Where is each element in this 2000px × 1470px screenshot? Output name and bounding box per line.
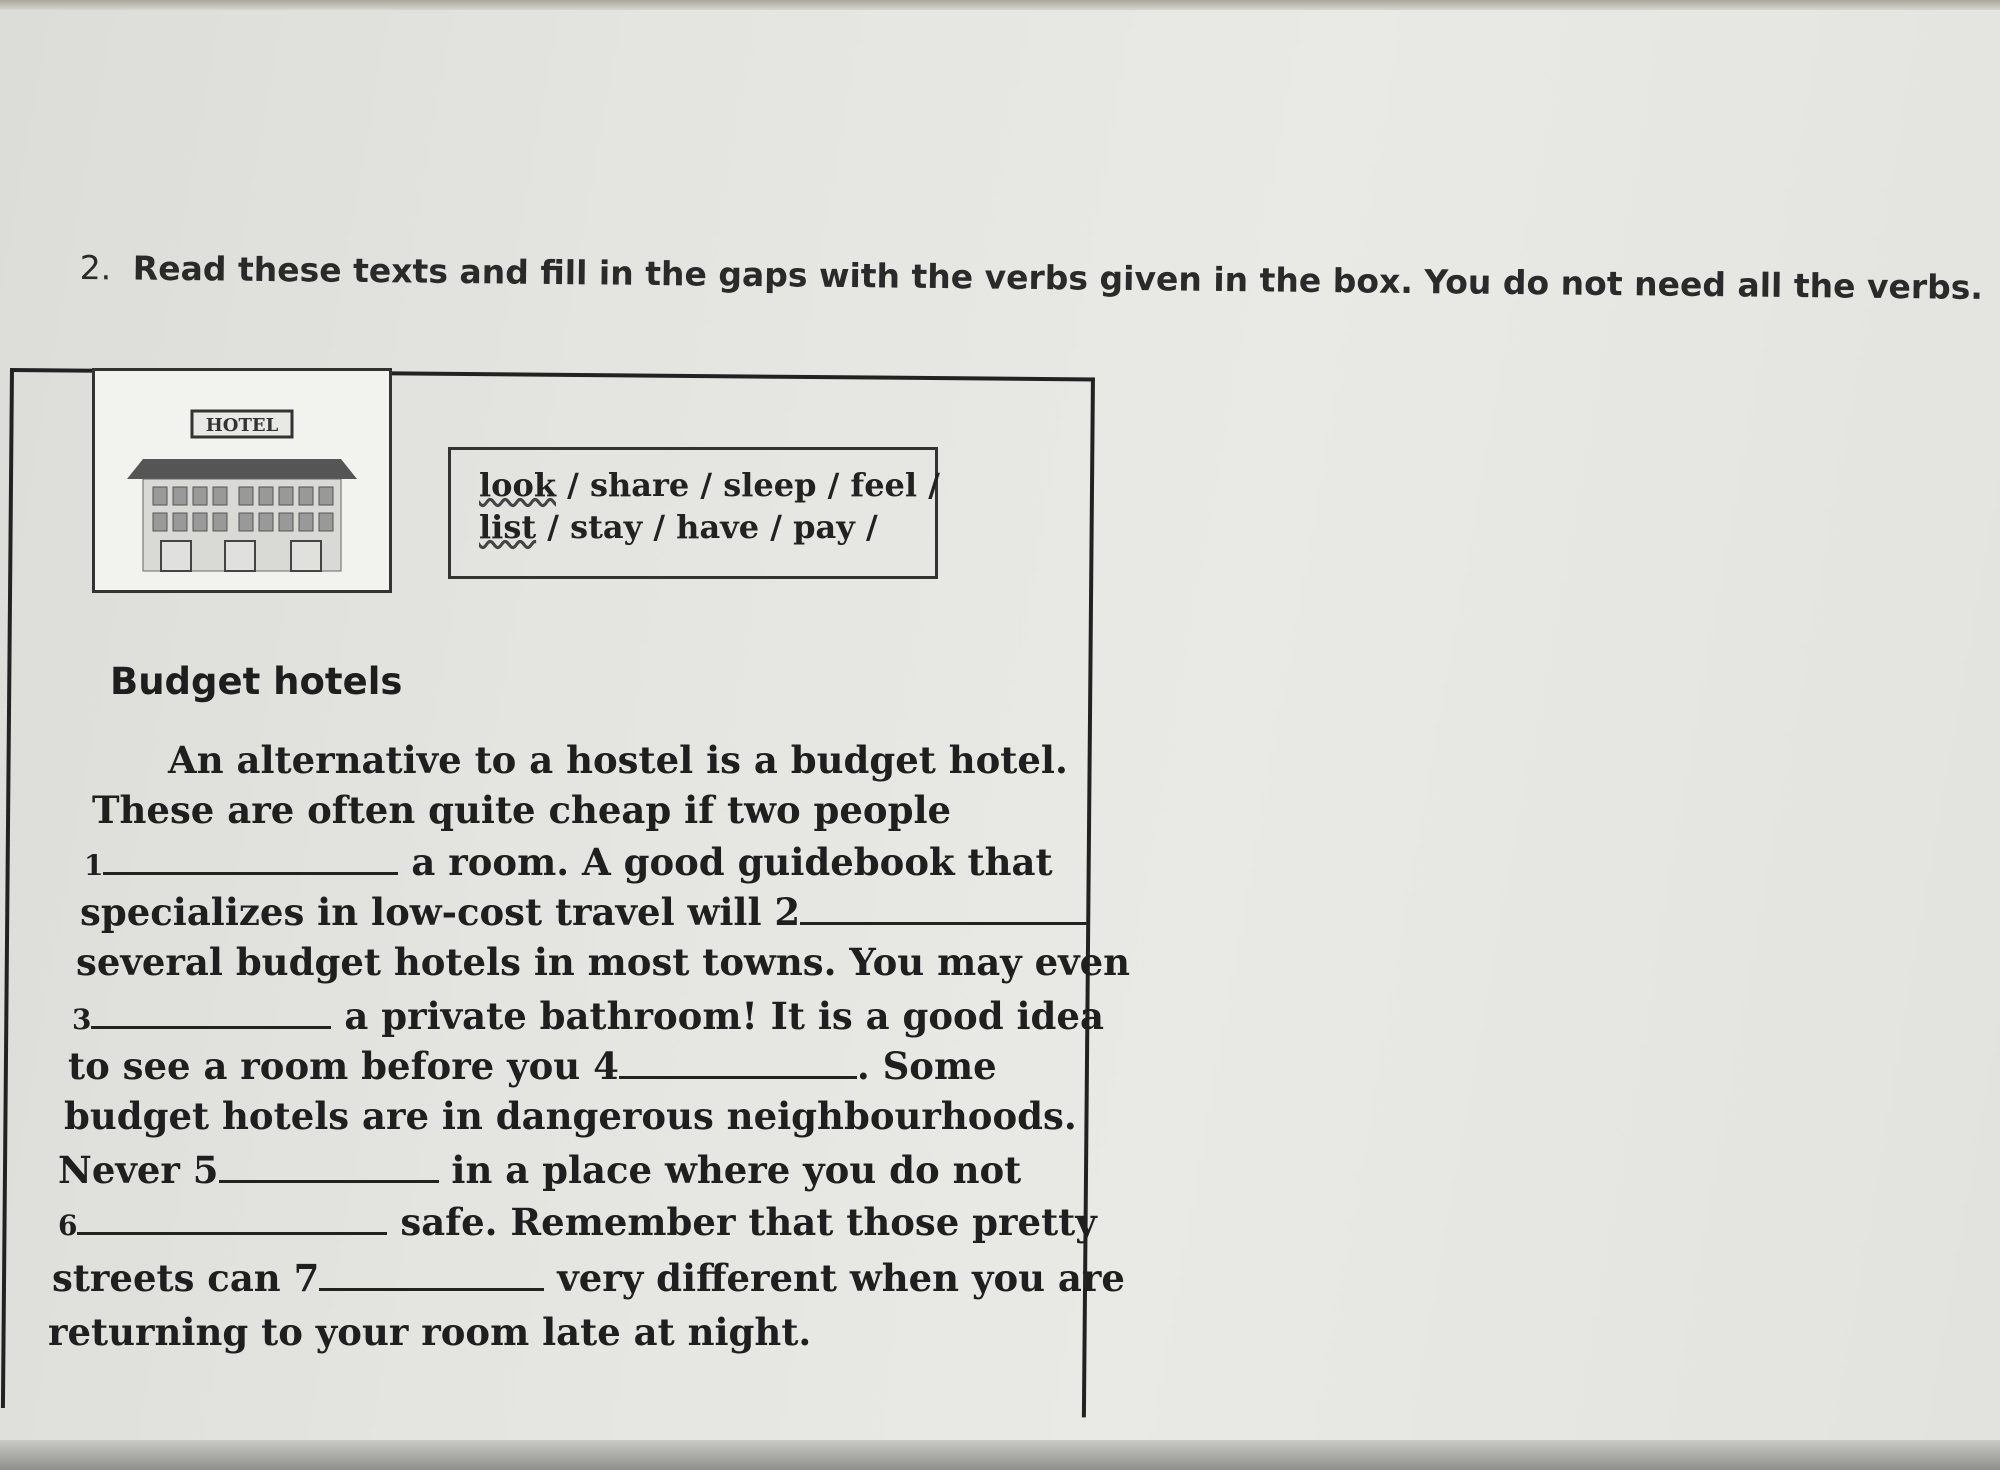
passage-line-2: These are often quite cheap if two people bbox=[92, 788, 952, 832]
passage-line-10-text: safe. Remember that those pretty bbox=[400, 1200, 1097, 1244]
passage-line-11-text: streets can 7 bbox=[52, 1256, 320, 1300]
hotel-sign-text: HOTEL bbox=[205, 415, 279, 436]
passage-line-9-text: Never 5 bbox=[58, 1148, 219, 1192]
passage-line-3 bbox=[84, 838, 1053, 884]
passage-line-9-end: in a place where you do not bbox=[451, 1148, 1022, 1192]
gap-number-3: 3 bbox=[72, 1003, 92, 1036]
verb-look: look bbox=[479, 466, 557, 504]
answer-gap-7[interactable] bbox=[319, 1254, 544, 1291]
answer-gap-3[interactable] bbox=[91, 992, 331, 1029]
passage-line-11 bbox=[52, 1254, 1125, 1300]
passage-line-6-text: a private bathroom! It is a good idea bbox=[344, 994, 1104, 1038]
passage-line-11-end: very different when you are bbox=[557, 1256, 1125, 1300]
verb-list: list bbox=[479, 508, 537, 546]
passage-line-7-text: to see a room before you 4 bbox=[68, 1044, 619, 1088]
verb-pay: / pay / bbox=[759, 508, 878, 546]
answer-gap-4[interactable] bbox=[619, 1042, 857, 1079]
passage-line-8: budget hotels are in dangerous neighbourhoods. bbox=[64, 1094, 1077, 1138]
gap-number-1: 1 bbox=[84, 849, 104, 882]
page-bottom-edge bbox=[0, 1440, 2000, 1470]
verb-have: / have bbox=[642, 508, 759, 546]
verb-feel: / feel / bbox=[816, 466, 939, 504]
passage-line-7 bbox=[68, 1042, 997, 1088]
passage-line-3-text: a room. A good guidebook that bbox=[411, 840, 1053, 884]
instruction-text: Read these texts and fill in the gaps with the verbs given in the box. You do not need all the verbs. bbox=[132, 248, 1984, 307]
answer-gap-6[interactable] bbox=[77, 1198, 387, 1235]
passage-line-4-text: specializes in low-cost travel will 2 bbox=[80, 890, 801, 934]
section-title: Budget hotels bbox=[110, 660, 403, 703]
answer-gap-1[interactable] bbox=[103, 838, 398, 875]
answer-gap-5[interactable] bbox=[219, 1146, 439, 1183]
verb-stay: / stay bbox=[536, 508, 642, 546]
exercise-number: 2. bbox=[79, 248, 112, 288]
passage-line-10 bbox=[58, 1198, 1097, 1244]
passage-line-5: several budget hotels in most towns. You may even bbox=[76, 940, 1131, 984]
verb-sleep: / sleep bbox=[689, 466, 816, 504]
gap-number-6: 6 bbox=[58, 1209, 78, 1242]
passage-line-9 bbox=[58, 1146, 1021, 1192]
passage-line-7-end: . Some bbox=[856, 1044, 997, 1088]
passage-line-12: returning to your room late at night. bbox=[48, 1310, 812, 1354]
verb-share: / share bbox=[556, 466, 689, 504]
answer-gap-2[interactable] bbox=[800, 888, 1088, 925]
passage-line-6 bbox=[72, 992, 1104, 1038]
passage-line-1: An alternative to a hostel is a budget hotel. bbox=[168, 738, 1068, 782]
passage-line-4 bbox=[80, 888, 1088, 934]
